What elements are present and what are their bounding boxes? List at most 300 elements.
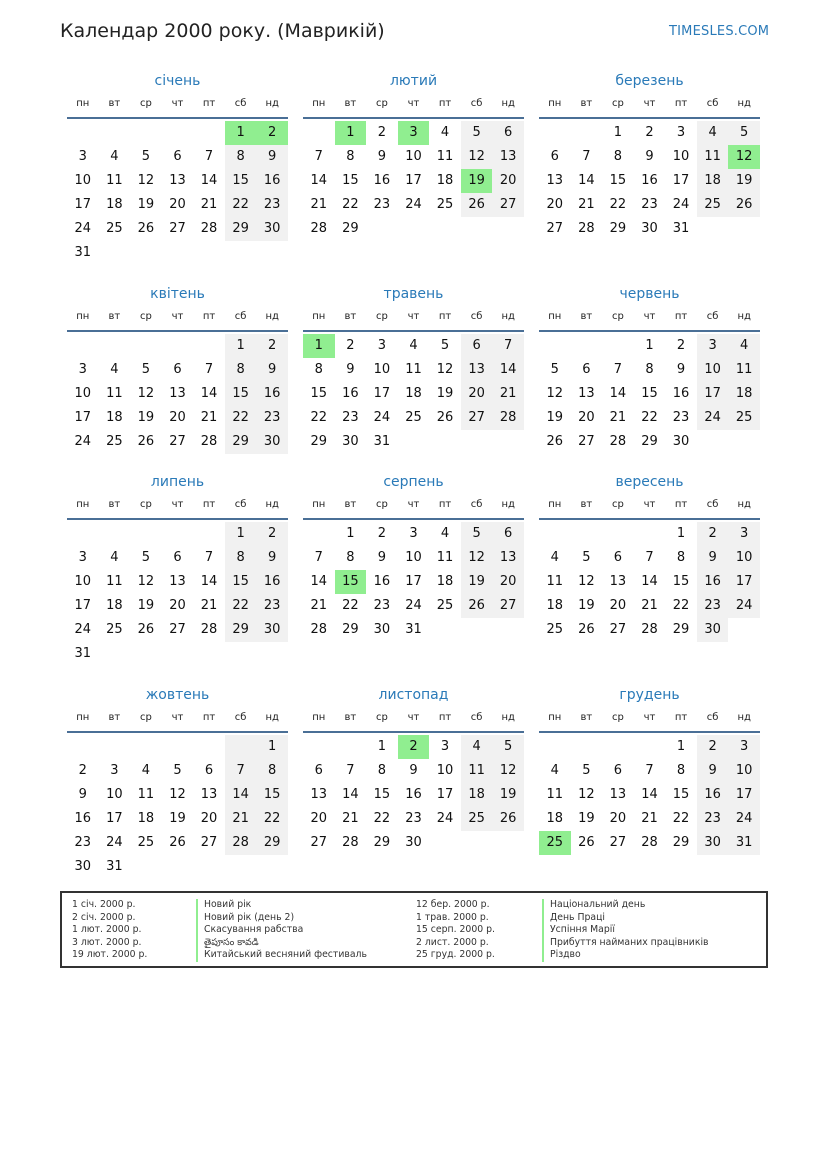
weekday-header: вт (580, 98, 593, 109)
legend-holiday-name: День Праці (542, 912, 605, 925)
day-cell: 12 (492, 759, 524, 783)
day-cell: 5 (440, 338, 450, 353)
month-rule (539, 731, 760, 733)
weekday-header: чт (171, 311, 184, 322)
day-cell: 18 (546, 598, 564, 613)
day-cell: 19 (578, 598, 595, 613)
day-cell: 19 (728, 169, 760, 193)
day-cell: 2 (346, 338, 355, 353)
day-cell: 17 (436, 787, 454, 802)
day-cell: 13 (492, 145, 524, 169)
month-name: квітень (150, 286, 205, 302)
day-cell: 18 (697, 169, 729, 193)
day-cell: 30 (256, 217, 288, 241)
day-cell: 28 (310, 221, 328, 236)
day-cell: 10 (106, 787, 123, 802)
day-cell: 3 (728, 522, 760, 546)
weekday-header: нд (265, 499, 279, 510)
day-cell: 30 (256, 430, 288, 454)
weekday-header: ср (139, 499, 152, 510)
day-cell: 16 (74, 811, 92, 826)
day-cell: 20 (169, 410, 186, 425)
weekday-header: нд (265, 712, 279, 723)
day-cell: 14 (200, 574, 218, 589)
weekday-header: вт (108, 712, 121, 723)
weekday-header: пн (76, 499, 90, 510)
day-cell: 26 (461, 594, 493, 618)
day-cell: 3 (78, 550, 87, 565)
day-cell: 7 (645, 763, 654, 778)
day-cell: 25 (106, 221, 123, 236)
day-cell: 13 (200, 787, 218, 802)
day-cell: 26 (436, 410, 454, 425)
day-cell: 26 (137, 434, 155, 449)
day-cell: 20 (546, 197, 564, 212)
day-cell: 29 (225, 217, 257, 241)
weekday-header: сб (470, 311, 483, 322)
weekday-header: вт (344, 499, 357, 510)
day-cell: 3 (377, 338, 387, 353)
weekday-header: ср (375, 712, 388, 723)
legend-holiday-name: తైపూసం కావడి (196, 937, 259, 950)
weekday-header: пн (548, 311, 562, 322)
day-cell: 20 (169, 197, 186, 212)
day-cell: 20 (609, 811, 627, 826)
day-cell: 30 (256, 618, 288, 642)
day-cell: 7 (613, 362, 623, 377)
day-cell: 22 (342, 598, 359, 613)
day-cell: 27 (609, 835, 627, 850)
day-cell: 13 (310, 787, 328, 802)
day-cell: 26 (546, 434, 564, 449)
day-cell: 25 (106, 434, 123, 449)
day-cell: 18 (405, 386, 422, 401)
weekday-header: ср (139, 311, 152, 322)
day-cell: 29 (672, 622, 690, 637)
legend-holiday-name: Успіння Марії (542, 924, 615, 937)
weekday-header: чт (407, 311, 420, 322)
day-cell: 24 (74, 434, 92, 449)
weekday-header: пт (202, 499, 216, 510)
day-cell: 15 (225, 169, 257, 193)
weekday-header: нд (501, 311, 515, 322)
day-cell: 14 (492, 358, 524, 382)
day-cell: 11 (546, 574, 564, 589)
day-cell: 13 (546, 173, 564, 188)
day-cell: 31 (74, 245, 92, 260)
day-cell: 29 (256, 831, 288, 855)
day-cell: 3 (440, 739, 450, 754)
day-cell: 16 (697, 570, 729, 594)
weekday-header: пн (312, 98, 326, 109)
day-cell: 17 (74, 197, 92, 212)
day-cell: 3 (697, 334, 729, 358)
day-cell: 1 (225, 334, 257, 358)
day-cell: 27 (461, 406, 493, 430)
day-cell: 28 (641, 835, 658, 850)
month-rule (67, 117, 288, 119)
day-cell: 19 (492, 783, 524, 807)
day-cell: 3 (676, 125, 686, 140)
day-cell: 31 (405, 622, 422, 637)
day-cell: 24 (373, 410, 391, 425)
weekday-header: пт (438, 98, 452, 109)
day-cell: 5 (492, 735, 524, 759)
day-cell: 26 (461, 193, 493, 217)
day-cell: 21 (492, 382, 524, 406)
day-cell: 2 (645, 125, 654, 140)
day-cell: 12 (169, 787, 186, 802)
weekday-header: сб (234, 311, 247, 322)
day-cell: 29 (225, 430, 257, 454)
day-cell: 4 (697, 121, 729, 145)
legend-date: 2 січ. 2000 р. (72, 911, 136, 923)
day-cell: 30 (697, 831, 729, 855)
weekday-header: пн (312, 712, 326, 723)
day-cell: 9 (256, 145, 288, 169)
weekday-header: пт (674, 98, 688, 109)
day-cell: 12 (546, 386, 564, 401)
day-cell: 8 (676, 550, 686, 565)
day-cell: 16 (256, 570, 288, 594)
day-cell: 19 (578, 811, 595, 826)
day-cell: 22 (373, 811, 391, 826)
day-cell: 24 (405, 197, 422, 212)
day-cell: 22 (609, 197, 627, 212)
day-cell: 1 (613, 125, 623, 140)
day-cell: 9 (697, 546, 729, 570)
day-cell: 4 (409, 338, 418, 353)
legend-holiday-name: Новий рік (196, 899, 251, 912)
day-cell: 2 (676, 338, 686, 353)
day-cell: 29 (310, 434, 328, 449)
day-cell: 13 (492, 546, 524, 570)
day-cell: 3 (409, 526, 418, 541)
day-cell: 3 (78, 362, 87, 377)
day-cell: 26 (728, 193, 760, 217)
legend-date: 15 серп. 2000 р. (416, 924, 495, 935)
day-cell: 5 (141, 149, 151, 164)
day-cell: 20 (461, 382, 493, 406)
day-cell: 6 (173, 362, 182, 377)
day-cell: 11 (106, 173, 123, 188)
weekday-header: сб (706, 311, 719, 322)
day-cell: 5 (461, 522, 493, 546)
day-cell: 26 (137, 622, 155, 637)
day-cell: 8 (613, 149, 623, 164)
day-cell: 1 (645, 338, 654, 353)
day-cell: 15 (672, 574, 690, 589)
weekday-header: ср (375, 98, 388, 109)
day-cell: 17 (728, 570, 760, 594)
weekday-header: чт (171, 499, 184, 510)
day-cell: 19 (137, 598, 155, 613)
day-cell: 4 (141, 763, 151, 778)
holiday-day-cell: 3 (398, 121, 430, 145)
weekday-header: чт (643, 712, 656, 723)
weekday-header: пн (312, 499, 326, 510)
day-cell: 9 (676, 362, 686, 377)
day-cell: 22 (672, 811, 690, 826)
day-cell: 10 (74, 173, 92, 188)
holiday-day-cell: 2 (398, 735, 430, 759)
day-cell: 25 (728, 406, 760, 430)
day-cell: 18 (436, 574, 454, 589)
day-cell: 26 (137, 221, 155, 236)
month-rule (303, 117, 524, 119)
weekday-header: пн (76, 98, 90, 109)
day-cell: 30 (373, 622, 391, 637)
day-cell: 24 (436, 811, 454, 826)
day-cell: 9 (377, 149, 387, 164)
day-cell: 15 (310, 386, 328, 401)
day-cell: 22 (225, 193, 257, 217)
legend-holiday-name: Скасування рабства (196, 924, 303, 937)
day-cell: 21 (310, 197, 328, 212)
day-cell: 20 (609, 598, 627, 613)
month-rule (539, 330, 760, 332)
day-cell: 4 (550, 763, 559, 778)
weekday-header: пт (438, 499, 452, 510)
day-cell: 21 (342, 811, 359, 826)
day-cell: 24 (405, 598, 422, 613)
day-cell: 12 (578, 787, 595, 802)
day-cell: 18 (546, 811, 564, 826)
day-cell: 8 (225, 145, 257, 169)
day-cell: 6 (204, 763, 214, 778)
day-cell: 8 (346, 149, 355, 164)
day-cell: 7 (204, 362, 214, 377)
weekday-header: вт (108, 499, 121, 510)
day-cell: 24 (672, 197, 690, 212)
day-cell: 6 (582, 362, 591, 377)
day-cell: 9 (377, 550, 387, 565)
weekday-header: вт (108, 98, 121, 109)
day-cell: 16 (373, 574, 391, 589)
day-cell: 26 (169, 835, 186, 850)
weekday-header: ср (611, 98, 624, 109)
day-cell: 23 (672, 410, 690, 425)
weekday-header: сб (706, 712, 719, 723)
weekday-header: чт (171, 712, 184, 723)
day-cell: 19 (137, 197, 155, 212)
day-cell: 9 (409, 763, 418, 778)
day-cell: 10 (405, 550, 422, 565)
day-cell: 24 (728, 594, 760, 618)
day-cell: 29 (672, 835, 690, 850)
day-cell: 17 (373, 386, 391, 401)
day-cell: 17 (697, 382, 729, 406)
day-cell: 11 (137, 787, 155, 802)
day-cell: 27 (492, 594, 524, 618)
day-cell: 14 (225, 783, 257, 807)
month-rule (303, 518, 524, 520)
day-cell: 10 (373, 362, 391, 377)
day-cell: 28 (225, 831, 257, 855)
day-cell: 21 (609, 410, 627, 425)
day-cell: 7 (314, 149, 323, 164)
day-cell: 22 (641, 410, 658, 425)
day-cell: 4 (110, 362, 119, 377)
weekday-header: чт (171, 98, 184, 109)
legend-date: 1 трав. 2000 р. (416, 911, 489, 923)
day-cell: 25 (697, 193, 729, 217)
day-cell: 7 (346, 763, 355, 778)
day-cell: 24 (728, 807, 760, 831)
day-cell: 3 (728, 735, 760, 759)
day-cell: 11 (546, 787, 564, 802)
day-cell: 25 (436, 598, 454, 613)
holiday-day-cell: 19 (461, 169, 493, 193)
day-cell: 30 (74, 859, 92, 874)
day-cell: 10 (405, 149, 422, 164)
day-cell: 8 (225, 546, 257, 570)
day-cell: 19 (546, 410, 564, 425)
weekday-header: сб (470, 499, 483, 510)
day-cell: 14 (609, 386, 627, 401)
day-cell: 4 (461, 735, 493, 759)
day-cell: 24 (74, 221, 92, 236)
day-cell: 28 (342, 835, 359, 850)
day-cell: 4 (440, 526, 450, 541)
day-cell: 31 (728, 831, 760, 855)
weekday-header: пн (76, 712, 90, 723)
month-rule (539, 117, 760, 119)
day-cell: 1 (377, 739, 387, 754)
day-cell: 5 (582, 550, 591, 565)
day-cell: 4 (110, 149, 119, 164)
holiday-day-cell: 25 (539, 831, 571, 855)
weekday-header: ср (611, 311, 624, 322)
weekday-header: ср (139, 98, 152, 109)
day-cell: 24 (106, 835, 123, 850)
weekday-header: чт (643, 311, 656, 322)
day-cell: 11 (106, 386, 123, 401)
day-cell: 14 (200, 173, 218, 188)
day-cell: 25 (405, 410, 422, 425)
day-cell: 7 (492, 334, 524, 358)
day-cell: 31 (106, 859, 123, 874)
month-name: серпень (383, 474, 444, 490)
weekday-header: чт (643, 98, 656, 109)
legend-date: 25 груд. 2000 р. (416, 949, 495, 960)
weekday-header: вт (344, 98, 357, 109)
day-cell: 2 (256, 334, 288, 358)
day-cell: 12 (137, 386, 155, 401)
weekday-header: сб (234, 712, 247, 723)
day-cell: 18 (461, 783, 493, 807)
weekday-header: нд (265, 311, 279, 322)
weekday-header: нд (501, 98, 515, 109)
day-cell: 2 (377, 125, 387, 140)
day-cell: 8 (377, 763, 387, 778)
day-cell: 5 (173, 763, 182, 778)
day-cell: 27 (310, 835, 328, 850)
day-cell: 27 (169, 221, 186, 236)
weekday-header: сб (470, 712, 483, 723)
day-cell: 27 (609, 622, 627, 637)
day-cell: 12 (578, 574, 595, 589)
brand-link[interactable]: TIMESLES.COM (669, 24, 770, 39)
day-cell: 10 (436, 763, 454, 778)
day-cell: 19 (461, 570, 493, 594)
day-cell: 14 (310, 574, 328, 589)
day-cell: 29 (342, 221, 359, 236)
day-cell: 22 (256, 807, 288, 831)
weekday-header: вт (344, 311, 357, 322)
day-cell: 21 (310, 598, 328, 613)
weekday-header: вт (108, 311, 121, 322)
day-cell: 2 (78, 763, 87, 778)
weekday-header: пт (674, 712, 688, 723)
weekday-header: ср (611, 712, 624, 723)
page-title: Календар 2000 року. (Маврикій) (60, 20, 385, 42)
day-cell: 24 (74, 622, 92, 637)
day-cell: 19 (436, 386, 454, 401)
day-cell: 12 (461, 546, 493, 570)
day-cell: 20 (578, 410, 595, 425)
legend-date: 19 лют. 2000 р. (72, 949, 148, 960)
day-cell: 14 (641, 787, 658, 802)
weekday-header: чт (407, 98, 420, 109)
day-cell: 23 (373, 197, 391, 212)
day-cell: 16 (256, 382, 288, 406)
day-cell: 1 (225, 522, 257, 546)
day-cell: 12 (461, 145, 493, 169)
weekday-header: сб (706, 98, 719, 109)
day-cell: 23 (74, 835, 92, 850)
day-cell: 15 (641, 386, 658, 401)
day-cell: 29 (373, 835, 391, 850)
holiday-day-cell: 1 (335, 121, 367, 145)
month-name: червень (619, 286, 680, 302)
day-cell: 6 (314, 763, 323, 778)
day-cell: 21 (200, 410, 218, 425)
day-cell: 1 (676, 526, 686, 541)
weekday-header: вт (580, 712, 593, 723)
day-cell: 7 (225, 759, 257, 783)
day-cell: 11 (461, 759, 493, 783)
day-cell: 15 (609, 173, 627, 188)
day-cell: 28 (578, 221, 595, 236)
day-cell: 31 (373, 434, 391, 449)
day-cell: 16 (373, 173, 391, 188)
day-cell: 3 (78, 149, 87, 164)
day-cell: 17 (74, 410, 92, 425)
day-cell: 1 (346, 526, 355, 541)
weekday-header: чт (407, 712, 420, 723)
day-cell: 15 (342, 173, 359, 188)
weekday-header: нд (501, 499, 515, 510)
weekday-header: пт (438, 712, 452, 723)
day-cell: 21 (225, 807, 257, 831)
day-cell: 11 (405, 362, 422, 377)
day-cell: 25 (461, 807, 493, 831)
day-cell: 27 (169, 434, 186, 449)
day-cell: 18 (106, 410, 123, 425)
month-name: травень (383, 286, 444, 302)
day-cell: 13 (578, 386, 595, 401)
weekday-header: вт (580, 311, 593, 322)
holiday-legend (60, 891, 768, 968)
weekday-header: пт (202, 712, 216, 723)
day-cell: 2 (697, 735, 729, 759)
day-cell: 17 (106, 811, 123, 826)
empty-weekend-cell (225, 735, 257, 759)
day-cell: 26 (578, 835, 595, 850)
day-cell: 13 (169, 574, 186, 589)
day-cell: 22 (310, 410, 328, 425)
